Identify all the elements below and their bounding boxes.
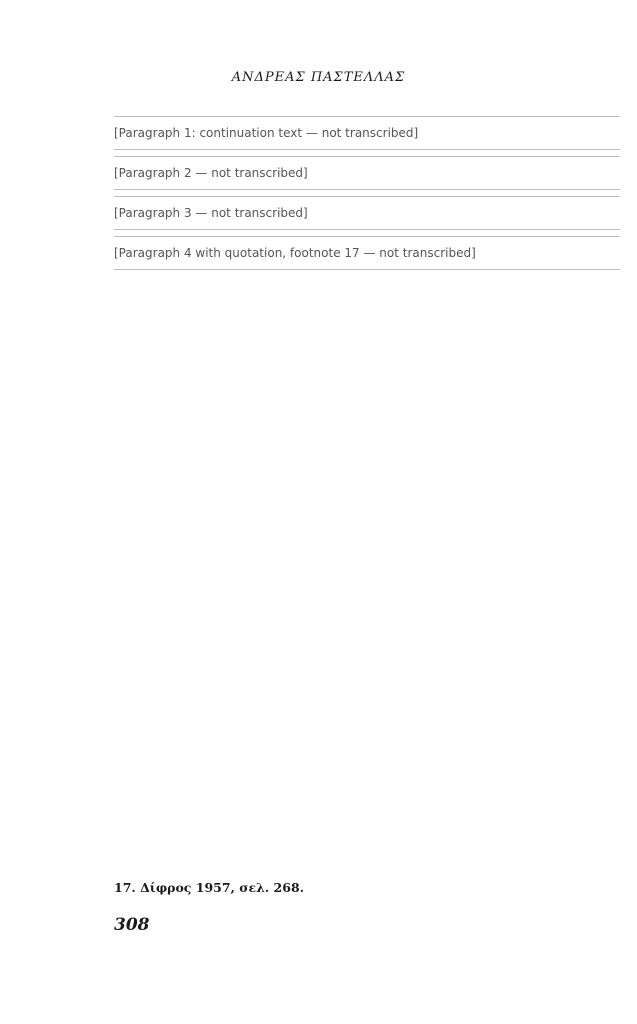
paragraph-placeholder: [Paragraph 1: continuation text — not transcribed] xyxy=(114,116,620,150)
running-head: ΑΝΔΡΕΑΣ ΠΑΣΤΕΛΛΑΣ xyxy=(231,70,406,85)
paragraph-placeholder: [Paragraph 2 — not transcribed] xyxy=(114,156,620,190)
page-number: 308 xyxy=(114,915,150,935)
footnote: 17. Δίφρος 1957, σελ. 268. xyxy=(114,880,304,895)
body-text xyxy=(114,112,620,276)
paragraph-placeholder: [Paragraph 3 — not transcribed] xyxy=(114,196,620,230)
paragraph-placeholder: [Paragraph 4 with quotation, footnote 17 — not transcribed] xyxy=(114,236,620,270)
